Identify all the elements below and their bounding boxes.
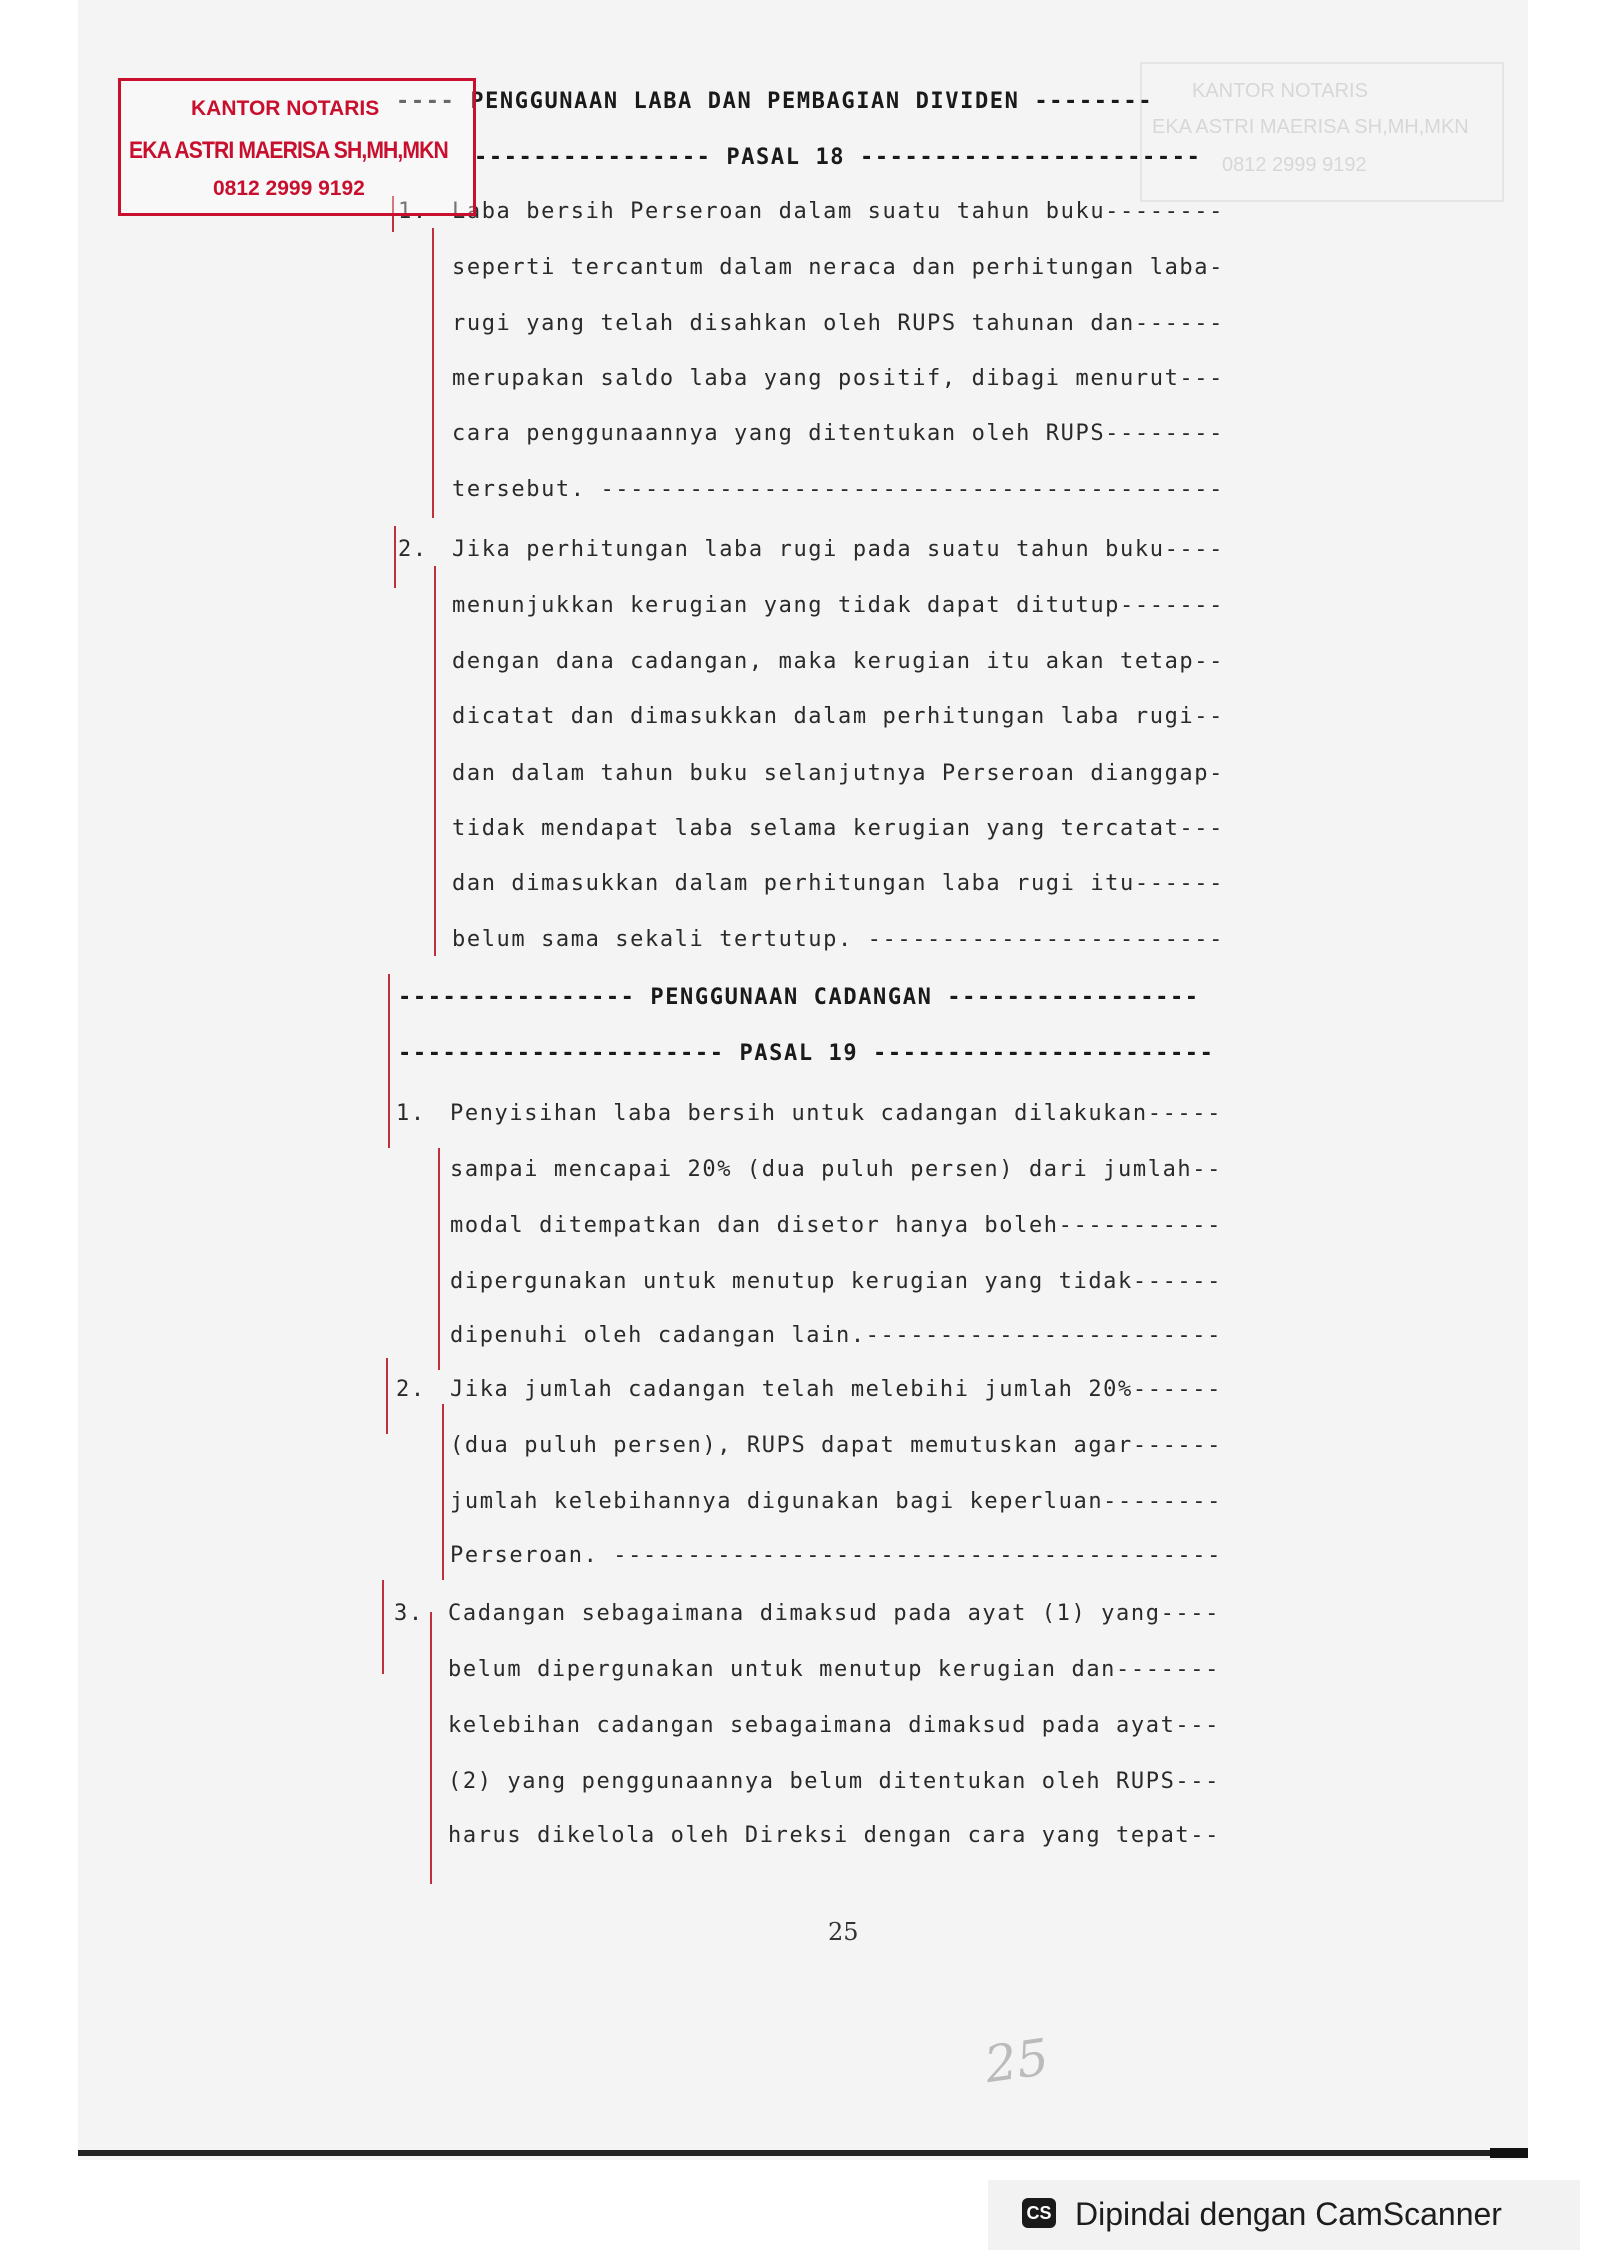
camscanner-label: Dipindai dengan CamScanner xyxy=(1075,2196,1502,2232)
faded-stamp-line: KANTOR NOTARIS xyxy=(1192,80,1368,102)
text-line: dan dalam tahun buku selanjutnya Perseroan dianggap- xyxy=(452,761,1224,786)
faded-stamp-line: 0812 2999 9192 xyxy=(1222,154,1367,176)
text-line: Cadangan sebagaimana dimaksud pada ayat (1) yang---- xyxy=(448,1601,1220,1626)
text-line: Jika perhitungan laba rugi pada suatu tahun buku---- xyxy=(452,537,1224,562)
item-number: 2. xyxy=(396,1377,426,1402)
margin-marker xyxy=(394,526,396,588)
text-line: cara penggunaannya yang ditentukan oleh RUPS-------- xyxy=(452,421,1224,446)
text-line: belum sama sekali tertutup. ------------------------ xyxy=(452,927,1224,952)
notary-stamp xyxy=(118,78,476,216)
text-line: tidak mendapat laba selama kerugian yang tercatat--- xyxy=(452,816,1224,841)
section-19-title: ---------------- PENGGUNAAN CADANGAN ----------------- xyxy=(398,985,1200,1010)
text-line: Laba bersih Perseroan dalam suatu tahun buku-------- xyxy=(452,199,1224,224)
text-line: sampai mencapai 20% (dua puluh persen) dari jumlah-- xyxy=(450,1157,1222,1182)
faded-stamp-line: EKA ASTRI MAERISA SH,MH,MKN xyxy=(1152,116,1469,138)
text-line: modal ditempatkan dan disetor hanya boleh----------- xyxy=(450,1213,1222,1238)
item-number: 3. xyxy=(394,1601,424,1626)
text-line: Penyisihan laba bersih untuk cadangan dilakukan----- xyxy=(450,1101,1222,1126)
text-line: jumlah kelebihannya digunakan bagi keperluan-------- xyxy=(450,1489,1222,1514)
stamp-notary-name: EKA ASTRI MAERISA SH,MH,MKN xyxy=(129,137,448,164)
text-line: dipenuhi oleh cadangan lain.------------------------ xyxy=(450,1323,1222,1348)
text-line: Jika jumlah cadangan telah melebihi jumlah 20%------ xyxy=(450,1377,1222,1402)
page-edge-corner xyxy=(1490,2148,1528,2158)
text-line: (2) yang penggunaannya belum ditentukan oleh RUPS--- xyxy=(448,1769,1220,1794)
text-line: dipergunakan untuk menutup kerugian yang tidak------ xyxy=(450,1269,1222,1294)
camscanner-icon: CS xyxy=(1022,2198,1056,2228)
text-line: kelebihan cadangan sebagaimana dimaksud pada ayat--- xyxy=(448,1713,1220,1738)
stamp-phone: 0812 2999 9192 xyxy=(213,177,365,200)
item-number: 1. xyxy=(396,1101,426,1126)
margin-marker xyxy=(432,228,434,518)
margin-marker xyxy=(434,566,436,956)
pasal-18-heading: ---------------- PASAL 18 ----------------------- xyxy=(474,145,1202,170)
text-line: harus dikelola oleh Direksi dengan cara yang tepat-- xyxy=(448,1823,1220,1848)
margin-marker xyxy=(382,1580,384,1674)
text-line: merupakan saldo laba yang positif, dibagi menurut--- xyxy=(452,366,1224,391)
faded-stamp-impression xyxy=(1140,62,1504,202)
text-line: tersebut. ------------------------------------------ xyxy=(452,477,1224,502)
text-line: belum dipergunakan untuk menutup kerugian dan------- xyxy=(448,1657,1220,1682)
margin-marker xyxy=(386,1358,388,1434)
text-line: (dua puluh persen), RUPS dapat memutuskan agar------ xyxy=(450,1433,1222,1458)
handwritten-page-number: 25 xyxy=(981,2027,1053,2095)
text-line: dan dimasukkan dalam perhitungan laba rugi itu------ xyxy=(452,871,1224,896)
margin-marker xyxy=(442,1404,444,1580)
text-line: rugi yang telah disahkan oleh RUPS tahunan dan------ xyxy=(452,311,1224,336)
page-edge xyxy=(78,2150,1528,2156)
pasal-19-heading: ---------------------- PASAL 19 ----------------------- xyxy=(398,1041,1215,1066)
text-line: Perseroan. ----------------------------------------- xyxy=(450,1543,1222,1568)
page-number: 25 xyxy=(828,1918,859,1946)
text-line: menunjukkan kerugian yang tidak dapat ditutup------- xyxy=(452,593,1224,618)
margin-marker xyxy=(388,974,390,1148)
item-number: 2. xyxy=(398,537,428,562)
section-18-title: ---- PENGGUNAAN LABA DAN PEMBAGIAN DIVIDEN -------- xyxy=(396,89,1154,114)
text-line: seperti tercantum dalam neraca dan perhitungan laba- xyxy=(452,255,1224,280)
stamp-office-label: KANTOR NOTARIS xyxy=(191,97,380,120)
text-line: dicatat dan dimasukkan dalam perhitungan laba rugi-- xyxy=(452,704,1224,729)
margin-marker xyxy=(438,1148,440,1370)
text-line: dengan dana cadangan, maka kerugian itu akan tetap-- xyxy=(452,649,1224,674)
item-number: 1. xyxy=(398,199,428,224)
margin-marker xyxy=(430,1612,432,1884)
